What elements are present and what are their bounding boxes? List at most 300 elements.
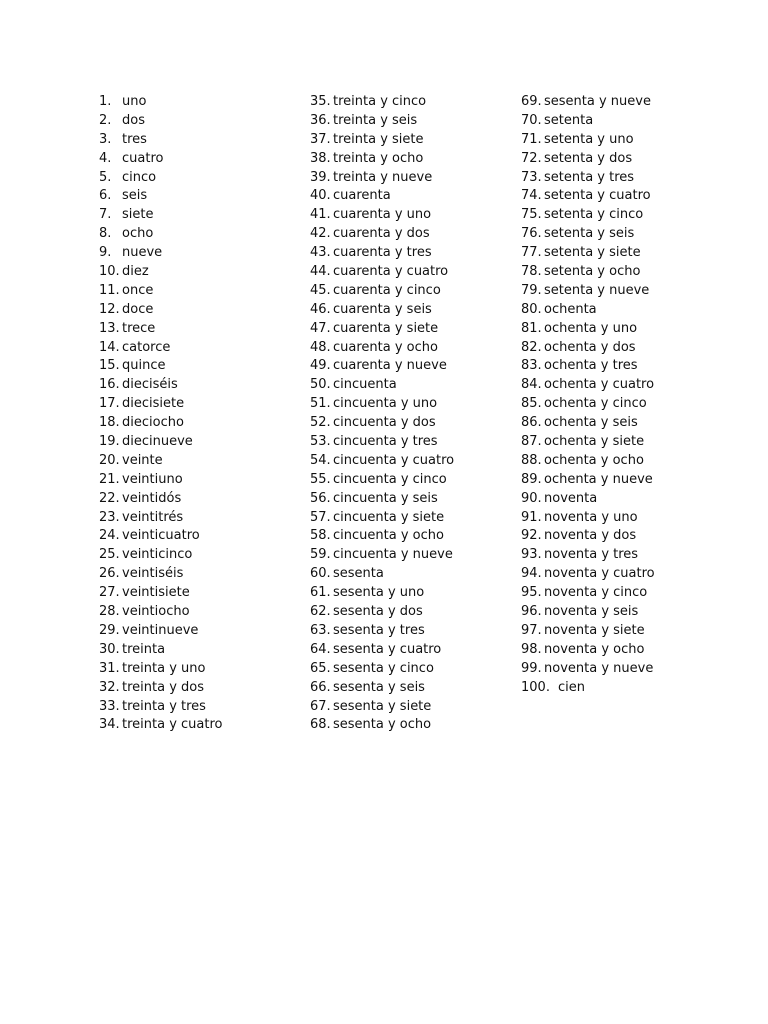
list-item-number: 76. [521,226,542,242]
list-item [310,584,530,603]
list-item-word: ochenta y ocho [544,452,644,468]
list-item [99,93,319,112]
list-item [310,641,530,660]
list-item-word: cuarenta y cinco [333,282,441,298]
list-item-word: diecinueve [122,434,193,450]
list-item [99,112,319,131]
list-item-number: 16. [99,377,120,393]
list-item-word: setenta y ocho [544,264,641,280]
list-item-number: 72. [521,150,542,166]
list-item [310,376,530,395]
list-item-word: cuarenta [333,188,391,204]
list-item-number: 57. [310,509,331,525]
list-item-number: 6. [99,188,112,204]
list-item-word: cincuenta y siete [333,509,445,525]
list-item-number: 5. [99,169,112,185]
list-item-number: 14. [99,339,120,355]
list-item-number: 82. [521,339,542,355]
list-item-word: treinta y dos [122,679,205,695]
list-item-word: sesenta y ocho [333,717,432,733]
number-list-column-3 [521,93,741,698]
list-item-number: 45. [310,282,331,298]
list-item-number: 96. [521,604,542,620]
list-item-number: 3. [99,131,112,147]
list-item [310,509,530,528]
list-item-word: veintisiete [122,585,190,601]
list-item-number: 2. [99,112,112,128]
list-item-number: 79. [521,282,542,298]
list-item [99,206,319,225]
list-item-word: ochenta y nueve [544,471,653,487]
list-item-number: 80. [521,301,542,317]
list-item-number: 53. [310,434,331,450]
list-item-number: 26. [99,566,120,582]
list-item-word: ochenta y tres [544,358,638,374]
list-item-word: sesenta y tres [333,622,425,638]
list-item [521,527,741,546]
list-item [99,452,319,471]
list-item-word: nueve [122,245,163,261]
list-item [521,490,741,509]
list-item-word: once [122,282,154,298]
list-item-number: 46. [310,301,331,317]
list-item-number: 52. [310,415,331,431]
list-item [521,641,741,660]
list-item-number: 83. [521,358,542,374]
list-item-word: sesenta [333,566,384,582]
list-item-number: 69. [521,94,542,109]
list-item-word: veinte [122,452,163,468]
list-item-word: treinta y cinco [333,94,427,109]
list-item-number: 35. [310,94,331,109]
list-item-number: 61. [310,585,331,601]
list-item-word: dos [122,112,145,128]
list-item-word: setenta [544,112,594,128]
list-item-word: noventa y uno [544,509,638,525]
list-item [521,471,741,490]
list-item-word: veintitrés [122,509,184,525]
list-item-number: 74. [521,188,542,204]
list-item-word: ocho [122,226,154,242]
list-item-word: cincuenta y ocho [333,528,444,544]
list-item-number: 41. [310,207,331,223]
list-item-word: cincuenta y cinco [333,471,447,487]
list-item [99,414,319,433]
list-item [521,301,741,320]
list-item-word: dieciocho [122,415,184,431]
list-item [99,603,319,622]
list-item-number: 77. [521,245,542,261]
list-item-number: 25. [99,547,120,563]
list-item [99,716,319,735]
list-item [521,565,741,584]
list-item [99,527,319,546]
list-item [310,187,530,206]
list-item [99,490,319,509]
list-item-number: 51. [310,396,331,412]
list-item [310,698,530,717]
list-item-word: sesenta y seis [333,679,425,695]
list-item-number: 70. [521,112,542,128]
list-item-number: 100. [521,679,550,695]
list-item-number: 29. [99,622,120,638]
list-item-number: 81. [521,320,542,336]
list-item-number: 44. [310,264,331,280]
list-item [99,301,319,320]
list-item-word: setenta y cinco [544,207,644,223]
list-item-word: cinco [122,169,157,185]
list-item [521,433,741,452]
list-item [521,679,741,698]
list-item-number: 15. [99,358,120,374]
list-item-number: 92. [521,528,542,544]
list-item [310,452,530,471]
list-item [99,471,319,490]
list-item [99,546,319,565]
list-item-number: 93. [521,547,542,563]
list-item-number: 8. [99,226,112,242]
list-item-word: cuarenta y dos [333,226,430,242]
list-item [310,244,530,263]
list-item-number: 20. [99,452,120,468]
list-item [310,603,530,622]
list-item [521,376,741,395]
list-item [521,622,741,641]
list-item-number: 30. [99,641,120,657]
list-item [521,414,741,433]
list-item-word: sesenta y cinco [333,660,434,676]
list-item-number: 23. [99,509,120,525]
list-item-word: ochenta y seis [544,415,638,431]
list-item-word: sesenta y cuatro [333,641,442,657]
list-item-number: 78. [521,264,542,280]
list-item-word: ochenta y cinco [544,396,647,412]
list-item-number: 95. [521,585,542,601]
list-item-word: sesenta y siete [333,698,432,714]
list-item-word: ochenta y siete [544,434,645,450]
list-item-number: 39. [310,169,331,185]
list-item-word: cuatro [122,150,164,166]
list-item [99,679,319,698]
list-item-word: noventa y dos [544,528,637,544]
list-item-number: 75. [521,207,542,223]
list-item [521,320,741,339]
list-item-number: 62. [310,604,331,620]
list-item-number: 55. [310,471,331,487]
list-item-word: sesenta y dos [333,604,423,620]
list-item-number: 43. [310,245,331,261]
list-item-number: 91. [521,509,542,525]
list-item-word: ochenta y cuatro [544,377,655,393]
list-item-word: cincuenta y dos [333,415,436,431]
list-item-word: setenta y dos [544,150,633,166]
list-item [310,414,530,433]
list-item-number: 50. [310,377,331,393]
list-item-word: trece [122,320,156,336]
list-item-number: 65. [310,660,331,676]
list-item-word: noventa [544,490,598,506]
list-item [310,679,530,698]
list-item-number: 48. [310,339,331,355]
list-item-word: veintidós [122,490,182,506]
list-item [99,584,319,603]
list-item-number: 68. [310,717,331,733]
list-item-number: 19. [99,434,120,450]
list-item [310,301,530,320]
list-item [521,660,741,679]
list-item-word: cuarenta y ocho [333,339,438,355]
list-item-word: setenta y siete [544,245,641,261]
list-item-number: 89. [521,471,542,487]
list-item [310,565,530,584]
list-item-word: cuarenta y siete [333,320,439,336]
list-item [310,206,530,225]
list-item-word: noventa y cinco [544,585,648,601]
list-item-number: 59. [310,547,331,563]
list-item [310,716,530,735]
list-item-number: 4. [99,150,112,166]
list-item [521,263,741,282]
list-item-word: cincuenta y tres [333,434,438,450]
list-item-word: cuarenta y cuatro [333,264,449,280]
list-item [310,622,530,641]
list-item-word: setenta y seis [544,226,635,242]
list-item-number: 99. [521,660,542,676]
list-item [521,282,741,301]
list-item-number: 71. [521,131,542,147]
list-item-word: cincuenta y seis [333,490,438,506]
list-item-number: 85. [521,396,542,412]
list-item-word: treinta y siete [333,131,424,147]
list-item [521,169,741,188]
list-item-word: quince [122,358,166,374]
list-item [99,150,319,169]
list-item-word: uno [122,94,147,109]
list-item-word: ochenta [544,301,597,317]
list-item-number: 13. [99,320,120,336]
list-item-number: 64. [310,641,331,657]
list-item-number: 63. [310,622,331,638]
list-item [521,509,741,528]
list-item-word: veintiuno [122,471,183,487]
list-item [99,225,319,244]
list-item-word: noventa y siete [544,622,645,638]
list-item-word: dieciséis [122,377,178,393]
list-item-number: 98. [521,641,542,657]
list-item-number: 24. [99,528,120,544]
list-item-word: veintiséis [122,566,184,582]
list-item-number: 17. [99,396,120,412]
list-item [310,263,530,282]
list-item-word: tres [122,131,147,147]
list-item [99,698,319,717]
list-item-word: veintiocho [122,604,190,620]
list-item [99,187,319,206]
list-item [310,131,530,150]
list-item-number: 18. [99,415,120,431]
list-item [521,112,741,131]
list-item-word: sesenta y nueve [544,94,651,109]
list-item [310,546,530,565]
list-item-word: cuarenta y tres [333,245,432,261]
list-item-number: 87. [521,434,542,450]
list-item-word: ochenta y dos [544,339,636,355]
list-item-number: 73. [521,169,542,185]
list-item-word: setenta y cuatro [544,188,651,204]
list-item [521,244,741,263]
list-item-word: seis [122,188,148,204]
list-item [99,320,319,339]
list-item [310,320,530,339]
list-item-word: cuarenta y seis [333,301,432,317]
list-item [310,433,530,452]
list-item [99,395,319,414]
list-item-number: 94. [521,566,542,582]
list-item-word: diecisiete [122,396,185,412]
list-item [310,527,530,546]
list-item-word: noventa y cuatro [544,566,655,582]
list-item [310,660,530,679]
list-item-number: 40. [310,188,331,204]
list-item [521,150,741,169]
list-item-word: treinta y nueve [333,169,433,185]
list-item-number: 37. [310,131,331,147]
list-item-word: veinticinco [122,547,193,563]
list-item-word: treinta [122,641,166,657]
list-item-word: catorce [122,339,171,355]
list-item-number: 47. [310,320,331,336]
list-item [99,339,319,358]
list-item-word: cien [558,679,585,695]
list-item [521,584,741,603]
list-item-number: 66. [310,679,331,695]
list-item [99,263,319,282]
list-item [310,395,530,414]
list-item-number: 97. [521,622,542,638]
list-item-number: 90. [521,490,542,506]
list-item [521,603,741,622]
list-item-word: cuarenta y uno [333,207,432,223]
list-item [310,112,530,131]
list-item-number: 1. [99,94,112,109]
list-item-number: 60. [310,566,331,582]
list-item-number: 11. [99,282,120,298]
list-item-word: veintinueve [122,622,199,638]
list-item [521,339,741,358]
list-item [310,169,530,188]
list-item [521,187,741,206]
list-item-word: noventa y ocho [544,641,645,657]
list-item-word: treinta y seis [333,112,418,128]
list-item [310,225,530,244]
list-item-number: 86. [521,415,542,431]
list-item-number: 9. [99,245,112,261]
list-item-word: doce [122,301,154,317]
list-item-number: 27. [99,585,120,601]
list-item [310,357,530,376]
list-item [310,471,530,490]
list-item-number: 22. [99,490,120,506]
list-item [99,622,319,641]
list-item [310,282,530,301]
list-item-word: siete [122,207,154,223]
list-item-word: cincuenta [333,377,397,393]
list-item-word: veinticuatro [122,528,200,544]
list-item-number: 31. [99,660,120,676]
list-item-word: setenta y nueve [544,282,650,298]
list-item-number: 28. [99,604,120,620]
list-item-number: 34. [99,717,120,733]
list-item-number: 21. [99,471,120,487]
list-item [99,509,319,528]
list-item [99,131,319,150]
list-item-number: 7. [99,207,112,223]
list-item-number: 58. [310,528,331,544]
list-item-word: sesenta y uno [333,585,425,601]
list-item-word: treinta y tres [122,698,206,714]
list-item-number: 49. [310,358,331,374]
list-item-word: noventa y seis [544,604,639,620]
list-item [521,395,741,414]
list-item-number: 33. [99,698,120,714]
list-item [99,433,319,452]
list-item [99,565,319,584]
list-item-number: 67. [310,698,331,714]
list-item-number: 12. [99,301,120,317]
list-item-number: 42. [310,226,331,242]
list-item [521,93,741,112]
list-item [99,376,319,395]
list-item-number: 88. [521,452,542,468]
list-item [310,490,530,509]
list-item-word: treinta y cuatro [122,717,223,733]
list-item [99,169,319,188]
list-item [99,244,319,263]
list-item [521,225,741,244]
list-item [310,150,530,169]
list-item-word: cincuenta y uno [333,396,438,412]
number-list-column-1 [99,93,319,735]
list-item [99,282,319,301]
list-item-number: 84. [521,377,542,393]
list-item-word: noventa y tres [544,547,639,563]
list-item-number: 54. [310,452,331,468]
list-item [521,206,741,225]
list-item-number: 32. [99,679,120,695]
list-item-word: treinta y uno [122,660,206,676]
list-item [310,339,530,358]
list-item-word: cincuenta y nueve [333,547,453,563]
list-item-word: diez [122,264,149,280]
list-item-number: 36. [310,112,331,128]
number-list-column-2 [310,93,530,735]
list-item [521,131,741,150]
list-item [99,660,319,679]
list-item [521,452,741,471]
list-item [521,357,741,376]
list-item-number: 38. [310,150,331,166]
list-item [99,641,319,660]
list-item [99,357,319,376]
list-item-word: treinta y ocho [333,150,424,166]
list-item-word: noventa y nueve [544,660,654,676]
list-item [310,93,530,112]
list-item-word: cincuenta y cuatro [333,452,455,468]
list-item-word: setenta y tres [544,169,635,185]
list-item [521,546,741,565]
list-item-number: 10. [99,264,120,280]
list-item-word: ochenta y uno [544,320,638,336]
